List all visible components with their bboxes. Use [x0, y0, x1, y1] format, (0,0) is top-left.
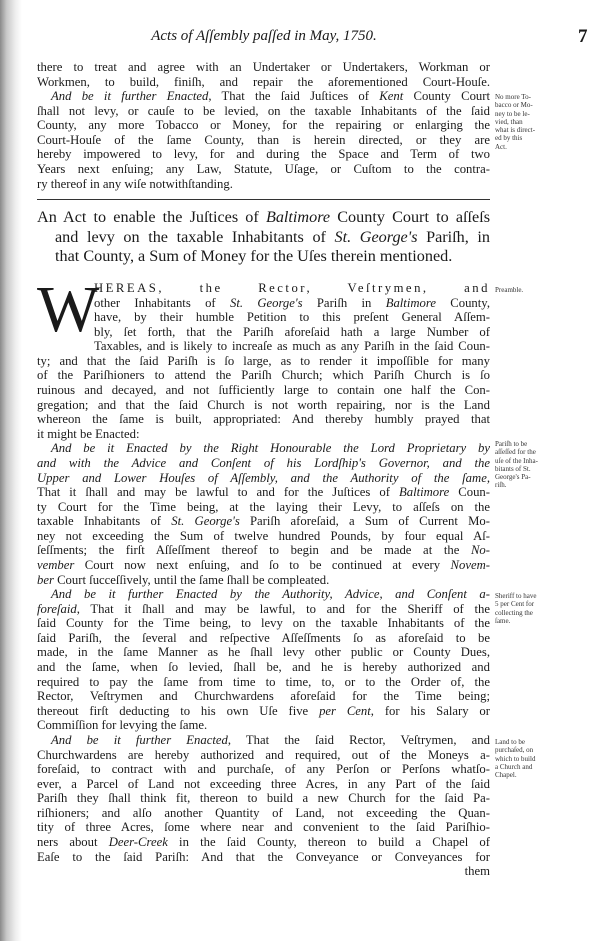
- text-line: [37, 820, 490, 835]
- margin-note-line: Preamble.: [495, 286, 524, 294]
- margin-note-line: Pariſh to be: [495, 440, 528, 448]
- text-line: [37, 762, 490, 777]
- text-run: in the ſaid County, thereon to build a Chapel of: [167, 834, 490, 849]
- margin-note-line: collecting the: [495, 608, 533, 617]
- text-run: ſaid Pariſh, the ſeveral and reſpective Aſſeſſments ſo as aforeſaid to be: [37, 630, 490, 645]
- text-line: [37, 500, 490, 515]
- text-run: Taxables, and is likely to increaſe as much as any Pariſh in the ſaid Coun-: [94, 339, 490, 354]
- margin-note-land: [495, 738, 573, 779]
- text-line: [94, 281, 490, 296]
- text-run: County,: [435, 295, 490, 310]
- margin-note-line: ney to be le-: [495, 109, 530, 118]
- text-line: [37, 616, 490, 631]
- text-run: of the Pariſhioners to attend the Pariſh Church; which Pariſh Church is ſo: [37, 368, 490, 383]
- act-body: [37, 273, 490, 879]
- text-run: hereby impowered to levy, for and during the Space and Term of two: [37, 147, 490, 162]
- text-line: [37, 689, 490, 704]
- text-run: that County, a Sum of Money for the Uſes therein mentioned.: [55, 247, 453, 265]
- text-line: [94, 325, 490, 340]
- text-run: County, any more Tobacco or Money, for the repairing or enlarging the: [37, 118, 490, 133]
- margin-note-assessment: [495, 440, 573, 490]
- text-line: [94, 296, 490, 311]
- margin-note-line: uſe of the Inha-: [495, 456, 538, 465]
- margin-note-sheriff: [495, 592, 573, 625]
- italic-run: foreſaid: [37, 601, 77, 616]
- italic-run: per Cent: [319, 703, 371, 718]
- margin-note-line: George's Pa-: [495, 473, 531, 482]
- margin-note-line: aſſeſſed for the: [495, 448, 536, 457]
- italic-run: Kent: [379, 89, 404, 104]
- text-run: thereout firſt deducting to his own Uſe five: [37, 703, 320, 718]
- italic-run: And be it Enacted by the Right Honourable the Lord Proprietary by: [51, 441, 490, 456]
- text-line: [37, 718, 490, 733]
- text-line: [37, 748, 490, 763]
- continuation-paragraph: [37, 60, 490, 191]
- text-run: ry thereof in any wiſe notwithſtanding.: [37, 176, 233, 191]
- italic-run: St. George's: [229, 295, 303, 310]
- text-run: gregation; and that the ſaid Church is not worth repairing, nor is the Land: [37, 397, 490, 412]
- text-line: [37, 543, 490, 558]
- section-divider: [37, 199, 490, 200]
- text-run: , That it ſhall and may be lawful, to and for the Sheriff of the: [76, 601, 490, 616]
- drop-cap: W: [37, 273, 100, 346]
- text-line: [37, 485, 490, 500]
- margin-note-line: riſh.: [495, 481, 507, 490]
- text-run: Pariſh, in: [417, 227, 490, 246]
- text-run: Rector, Veſtrymen and Churchwardens aforeſaid for the Time being;: [37, 689, 490, 704]
- text-line: [37, 177, 490, 192]
- text-run: Churchwardens are hereby authorized and required, out of the Moneys a-: [37, 747, 490, 762]
- page-number: 7: [578, 26, 588, 47]
- text-run: , That the ſaid Rector, Veſtrymen, and: [227, 732, 490, 747]
- text-line: [37, 60, 490, 75]
- italic-run: And be it further Enacted: [51, 89, 209, 104]
- text-line: [37, 733, 490, 748]
- margin-note-line: Chapel.: [495, 771, 517, 780]
- text-run: ever, a Parcel of Land not exceeding three Acres, in any Part of the ſaid: [37, 776, 490, 791]
- text-run: That it ſhall and may be lawful to and for the Juſtices of: [37, 485, 399, 500]
- text-line: [37, 558, 490, 573]
- italic-run: Baltimore: [385, 295, 436, 310]
- text-run: made, in the ſame Manner as he ſhall levy other public or County Dues,: [37, 645, 490, 660]
- text-run: Court-Houſe of the ſame County, than is herein directed, or they are: [37, 132, 490, 147]
- text-run: County Court: [403, 89, 490, 104]
- text-line: [37, 675, 490, 690]
- text-run: ty; and that the ſaid Pariſh is ſo large, as to render it impoſſible for many: [37, 353, 490, 368]
- margin-note-preamble: [495, 286, 573, 294]
- text-run: ſeſſments; the firſt Aſſeſſment thereof to begin and be made at the: [37, 543, 471, 558]
- text-line: [37, 602, 490, 617]
- text-run: there to treat and agree with an Undertaker or Undertakers, Workman or: [37, 60, 490, 74]
- text-run: ney not exceeding the Sum of twelve hundred Pounds, by four equal Aſ-: [37, 528, 490, 543]
- text-run: have, by their humble Petition to this preſent General Aſſem-: [94, 310, 490, 325]
- text-line: [37, 247, 490, 267]
- text-line: [37, 456, 490, 471]
- italic-run: ber: [37, 572, 54, 587]
- italic-run: St. George's: [334, 227, 418, 246]
- text-line: [37, 104, 490, 119]
- text-line: [94, 310, 490, 325]
- text-line: [37, 587, 490, 602]
- text-line: [37, 514, 490, 529]
- text-run: whereon the ſame is built, appropriated: And thereby humbly prayed that: [37, 412, 490, 427]
- text-line: [37, 529, 490, 544]
- margin-note-line: Act.: [495, 142, 507, 151]
- text-line: [37, 573, 490, 588]
- text-run: taxable Inhabitants of: [37, 514, 172, 529]
- text-run: County Court to aſſeſs: [330, 208, 490, 226]
- margin-note-line: No more To-: [495, 93, 531, 101]
- text-run: it might be Enacted:: [37, 426, 140, 441]
- margin-note-line: a Church and: [495, 762, 533, 771]
- text-line: [37, 383, 490, 398]
- text-run: Workmen, to build, finiſh, and repair the aforementioned Court-Houſe.: [37, 74, 490, 89]
- margin-note-line: Land to be: [495, 738, 525, 746]
- text-line: [37, 791, 490, 806]
- text-line: [37, 208, 490, 228]
- text-line: [37, 660, 490, 675]
- margin-note-line: bacco or Mo-: [495, 101, 533, 110]
- text-line: [37, 118, 490, 133]
- text-run: Court ſucceſſively, until the ſame ſhall be compleated.: [53, 572, 330, 587]
- text-line: [37, 471, 490, 486]
- text-run: ſhall not levy, or cauſe to be levied, on the taxable Inhabitants of the ſaid: [37, 103, 490, 118]
- italic-run: No-: [470, 543, 490, 558]
- text-line: [37, 368, 490, 383]
- margin-note-line: ed by this: [495, 134, 523, 143]
- text-run: required to pay the ſame from time to time, to, or to the Order of, the: [37, 674, 490, 689]
- italic-run: Deer-Creek: [108, 834, 168, 849]
- text-line: [37, 412, 490, 427]
- text-line: [37, 228, 490, 248]
- text-run: ty Court for the Time being, at the laying their Levy, to aſſeſs on the: [37, 499, 490, 514]
- italic-run: and with the Advice and Conſent of his Lordſhip's Governor, and the: [37, 455, 490, 470]
- italic-run: St. George's: [171, 514, 240, 529]
- text-run: and levy on the taxable Inhabitants of: [55, 227, 335, 246]
- margin-note-line: purchaſed, on: [495, 746, 534, 755]
- margin-note-line: ſame.: [495, 616, 511, 625]
- italic-run: Upper and Lower Houſes of Aſſembly, and the Authority of the ſame,: [37, 470, 490, 485]
- text-line: [37, 398, 490, 413]
- text-run: Pariſh aforeſaid, a Sum of Current Mo-: [239, 514, 490, 529]
- italic-run: Baltimore: [398, 485, 450, 500]
- catchword: them: [464, 864, 490, 879]
- text-line: [94, 339, 490, 354]
- text-run: Pariſh in: [302, 295, 386, 310]
- italic-run: And be it further Enacted: [51, 732, 228, 747]
- text-line: [37, 777, 490, 792]
- book-binding-shadow: [0, 0, 22, 941]
- text-run: bly, ſet forth, that the Pariſh aforeſaid hath a large Number of: [94, 324, 490, 339]
- text-line: [37, 162, 490, 177]
- text-run: , That the ſaid Juſtices of: [208, 89, 380, 104]
- text-run: other Inhabitants of: [94, 295, 230, 310]
- text-run: Commiſſion for levying the ſame.: [37, 718, 208, 733]
- text-line: [37, 89, 490, 104]
- text-line: [37, 806, 490, 821]
- text-run: tity of three Acres, ſome where near and convenient to the ſaid Pariſhio-: [37, 820, 490, 835]
- margin-note-line: 5 per Cent for: [495, 600, 535, 609]
- text-run: ners about: [37, 834, 109, 849]
- text-run: riſhioners; and alſo another Quantity of Land, not exceeding the Quan-: [37, 805, 490, 820]
- text-line: [37, 850, 490, 865]
- text-line: [37, 441, 490, 456]
- text-run: ruinous and decayed, and not ſufficiently large to contain one half the Con-: [37, 383, 490, 398]
- text-run: Court now next enſuing, and ſo to be continued at every: [74, 557, 451, 572]
- text-line: [37, 835, 490, 850]
- text-run: ſaid County for the Time being, to levy on the taxable Inhabitants of the: [37, 616, 490, 631]
- text-run: Coun-: [449, 485, 490, 500]
- text-line: [37, 133, 490, 148]
- text-line: [37, 645, 490, 660]
- margin-note-line: Sheriff to have: [495, 592, 537, 600]
- text-run: foreſaid, to contract with and purchaſe, of any Perſon or Perſons whatſo-: [37, 762, 490, 777]
- text-run: An Act to enable the Juſtices of: [37, 208, 266, 226]
- italic-run: Novem-: [450, 557, 490, 572]
- text-line: [37, 147, 490, 162]
- margin-note-line: what is direct-: [495, 126, 536, 135]
- margin-note-tobacco: [495, 93, 573, 151]
- text-run: Pariſh they ſhall think fit, thereon to build a new Church for the ſaid Pa-: [37, 791, 490, 806]
- text-line: [37, 631, 490, 646]
- text-run: Years next enſuing; any Law, Statute, Uſage, or Cuſtom to the contra-: [37, 162, 490, 177]
- text-run: Eaſe to the ſaid Pariſh: And that the Conveyance or Conveyances for: [37, 849, 490, 864]
- margin-note-line: vied, than: [495, 117, 523, 126]
- margin-note-line: which to build: [495, 754, 536, 763]
- text-run: HEREAS, the Rector, Veſtrymen, and: [94, 281, 490, 295]
- text-run: , for his Salary or: [370, 703, 490, 718]
- text-line: [37, 427, 490, 442]
- text-line: [37, 704, 490, 719]
- act-title: [37, 208, 490, 267]
- margin-note-line: bitants of St.: [495, 464, 531, 473]
- text-line: [37, 354, 490, 369]
- text-run: and the ſame, when ſo levied, ſhall be, and he is hereby authorized and: [37, 660, 490, 675]
- running-header: Acts of Aſſembly paſſed in May, 1750.: [151, 28, 377, 44]
- italic-run: Baltimore: [265, 208, 331, 226]
- italic-run: And be it further Enacted by the Authority, Advice, and Conſent a-: [51, 587, 490, 602]
- text-line: [37, 75, 490, 90]
- italic-run: vember: [37, 557, 75, 572]
